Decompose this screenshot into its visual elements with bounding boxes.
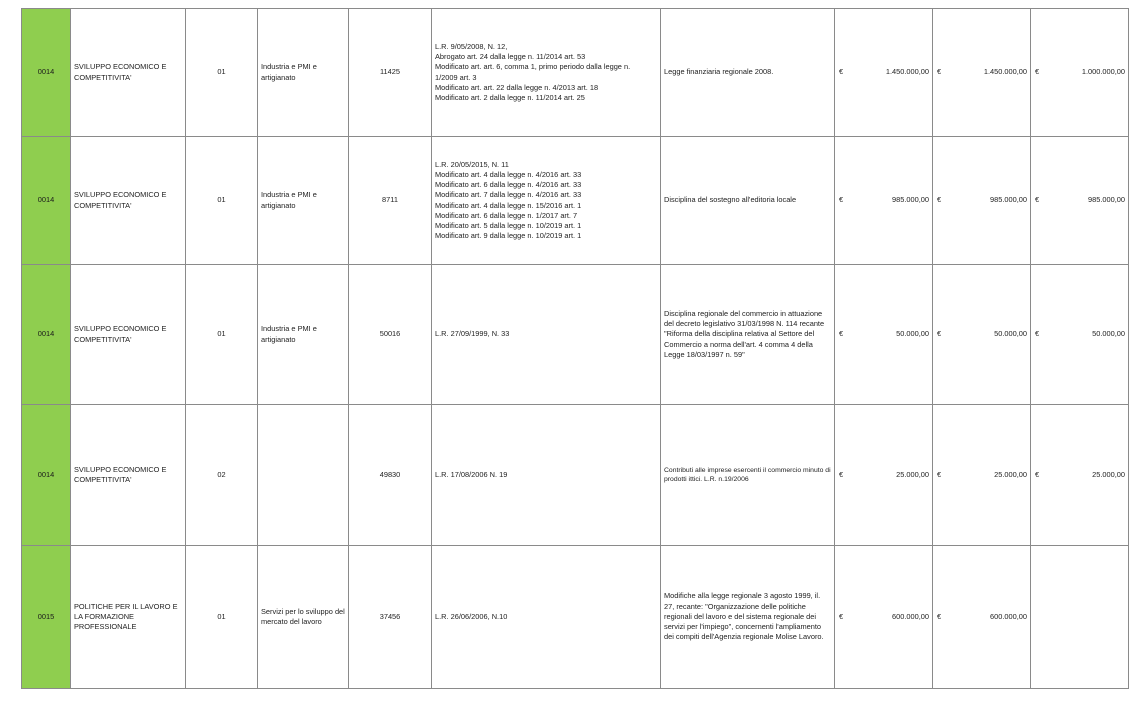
program-cell: 01 xyxy=(186,265,258,405)
table-row xyxy=(22,137,1129,265)
law-line: Modificato art. art. 6, comma 1, primo periodo dalla legge n. xyxy=(435,62,631,72)
program-description-cell: Industria e PMI e artigianato xyxy=(258,9,349,137)
law-line: Modificato art. 4 dalla legge n. 15/2016 art. 1 xyxy=(435,200,582,210)
amount-cell-2 xyxy=(933,265,1031,405)
law-reference-cell xyxy=(432,9,661,137)
currency-symbol: € xyxy=(937,195,942,205)
amount-value: 25.000,00 xyxy=(896,469,929,479)
subject-cell: Legge finanziaria regionale 2008. xyxy=(661,9,835,137)
subject-cell: Disciplina regionale del commercio in attuazione del decreto legislativo 31/03/1998 N. 114 recante "Riforma della disciplina relativa al Settore del Commercio a norma dell'art. 4 comma 4 della Legge 18/03/1997 n. 59" xyxy=(661,265,835,405)
currency-symbol: € xyxy=(1035,469,1040,479)
program-description-cell: Industria e PMI e artigianato xyxy=(258,137,349,265)
currency-symbol: € xyxy=(937,469,942,479)
amount-value: 25.000,00 xyxy=(994,469,1027,479)
amount-cell-1 xyxy=(835,137,933,265)
table-row xyxy=(22,546,1129,689)
amount-cell-3 xyxy=(1031,265,1129,405)
amount-cell-1 xyxy=(835,546,933,689)
currency-symbol: € xyxy=(839,195,844,205)
currency-symbol: € xyxy=(839,67,844,77)
chapter-cell: 8711 xyxy=(349,137,432,265)
chapter-cell: 49830 xyxy=(349,405,432,546)
law-line: L.R. 9/05/2008, N. 12, xyxy=(435,41,508,51)
amount-cell-2 xyxy=(933,137,1031,265)
amount-value: 985.000,00 xyxy=(990,195,1027,205)
law-line: L.R. 27/09/1999, N. 33 xyxy=(435,329,510,339)
mission-cell: SVILUPPO ECONOMICO E COMPETITIVITA' xyxy=(71,265,186,405)
amount-value: 1.000.000,00 xyxy=(1081,67,1125,77)
table-row xyxy=(22,9,1129,137)
chapter-cell: 37456 xyxy=(349,546,432,689)
mission-code-cell: 0015 xyxy=(22,546,71,689)
currency-symbol: € xyxy=(1035,67,1040,77)
law-line: L.R. 20/05/2015, N. 11 xyxy=(435,159,509,169)
table-row xyxy=(22,265,1129,405)
program-description-cell xyxy=(258,405,349,546)
amount-value: 600.000,00 xyxy=(990,611,1027,621)
mission-code-cell: 0014 xyxy=(22,9,71,137)
law-line: Modificato art. 2 dalla legge n. 11/2014 art. 25 xyxy=(435,92,585,102)
amount-cell-3 xyxy=(1031,9,1129,137)
amount-value: 50.000,00 xyxy=(1092,329,1125,339)
law-line: Modificato art. 6 dalla legge n. 4/2016 art. 33 xyxy=(435,180,582,190)
amount-value: 50.000,00 xyxy=(994,329,1027,339)
chapter-cell: 50016 xyxy=(349,265,432,405)
law-line: Modificato art. 4 dalla legge n. 4/2016 art. 33 xyxy=(435,169,582,179)
currency-symbol: € xyxy=(839,611,844,621)
currency-symbol: € xyxy=(839,469,844,479)
amount-value: 600.000,00 xyxy=(892,611,929,621)
program-cell: 02 xyxy=(186,405,258,546)
currency-symbol: € xyxy=(937,329,942,339)
currency-symbol: € xyxy=(1035,195,1040,205)
amount-value: 1.450.000,00 xyxy=(885,67,929,77)
amount-cell-3 xyxy=(1031,137,1129,265)
amount-cell-2 xyxy=(933,9,1031,137)
amount-value: 25.000,00 xyxy=(1092,469,1125,479)
mission-code-cell: 0014 xyxy=(22,137,71,265)
law-line: Abrogato art. 24 dalla legge n. 11/2014 art. 53 xyxy=(435,52,586,62)
mission-cell: SVILUPPO ECONOMICO E COMPETITIVITA' xyxy=(71,137,186,265)
amount-cell-2 xyxy=(933,546,1031,689)
mission-cell: POLITICHE PER IL LAVORO E LA FORMAZIONE PROFESSIONALE xyxy=(71,546,186,689)
law-reference-cell xyxy=(432,265,661,405)
program-cell: 01 xyxy=(186,137,258,265)
subject-cell: Modifiche alla legge regionale 3 agosto 1999, il. 27, recante: "Organizzazione delle politiche regionali del lavoro e del sistema regionale dei servizi per l'impiego", concernenti l'ampliamento dei compiti dell'Agenzia regionale Molise Lavoro. xyxy=(661,546,835,689)
law-line: 1/2009 art. 3 xyxy=(435,72,477,82)
currency-symbol: € xyxy=(937,67,942,77)
program-cell: 01 xyxy=(186,9,258,137)
law-line: Modificato art. art. 22 dalla legge n. 4/2013 art. 18 xyxy=(435,82,599,92)
amount-cell-3 xyxy=(1031,405,1129,546)
mission-cell: SVILUPPO ECONOMICO E COMPETITIVITA' xyxy=(71,9,186,137)
currency-symbol: € xyxy=(937,611,942,621)
program-cell: 01 xyxy=(186,546,258,689)
subject-cell: Contributi alle imprese esercenti il commercio minuto di prodotti ittici. L.R. n.19/2006 xyxy=(661,405,835,546)
amount-cell-1 xyxy=(835,405,933,546)
mission-code-cell: 0014 xyxy=(22,265,71,405)
currency-symbol: € xyxy=(839,329,844,339)
mission-cell: SVILUPPO ECONOMICO E COMPETITIVITA' xyxy=(71,405,186,546)
amount-value: 1.450.000,00 xyxy=(983,67,1027,77)
law-reference-cell xyxy=(432,546,661,689)
budget-table xyxy=(21,8,1129,689)
amount-value: 50.000,00 xyxy=(896,329,929,339)
law-line: Modificato art. 5 dalla legge n. 10/2019 art. 1 xyxy=(435,220,582,230)
law-line: Modificato art. 6 dalla legge n. 1/2017 art. 7 xyxy=(435,210,578,220)
law-reference-cell xyxy=(432,137,661,265)
law-line: Modificato art. 9 dalla legge n. 10/2019 art. 1 xyxy=(435,231,582,241)
program-description-cell: Servizi per lo sviluppo del mercato del lavoro xyxy=(258,546,349,689)
amount-cell-1 xyxy=(835,9,933,137)
currency-symbol: € xyxy=(1035,329,1040,339)
law-line: Modificato art. 7 dalla legge n. 4/2016 art. 33 xyxy=(435,190,582,200)
law-line: L.R. 17/08/2006 N. 19 xyxy=(435,469,508,479)
amount-cell-1 xyxy=(835,265,933,405)
amount-cell-2 xyxy=(933,405,1031,546)
amount-value: 985.000,00 xyxy=(892,195,929,205)
amount-cell-3 xyxy=(1031,546,1129,689)
law-line: L.R. 26/06/2006, N.10 xyxy=(435,611,508,621)
law-reference-cell xyxy=(432,405,661,546)
table-row xyxy=(22,405,1129,546)
chapter-cell: 11425 xyxy=(349,9,432,137)
program-description-cell: Industria e PMI e artigianato xyxy=(258,265,349,405)
subject-cell: Disciplina del sostegno all'editoria locale xyxy=(661,137,835,265)
mission-code-cell: 0014 xyxy=(22,405,71,546)
amount-value: 985.000,00 xyxy=(1088,195,1125,205)
